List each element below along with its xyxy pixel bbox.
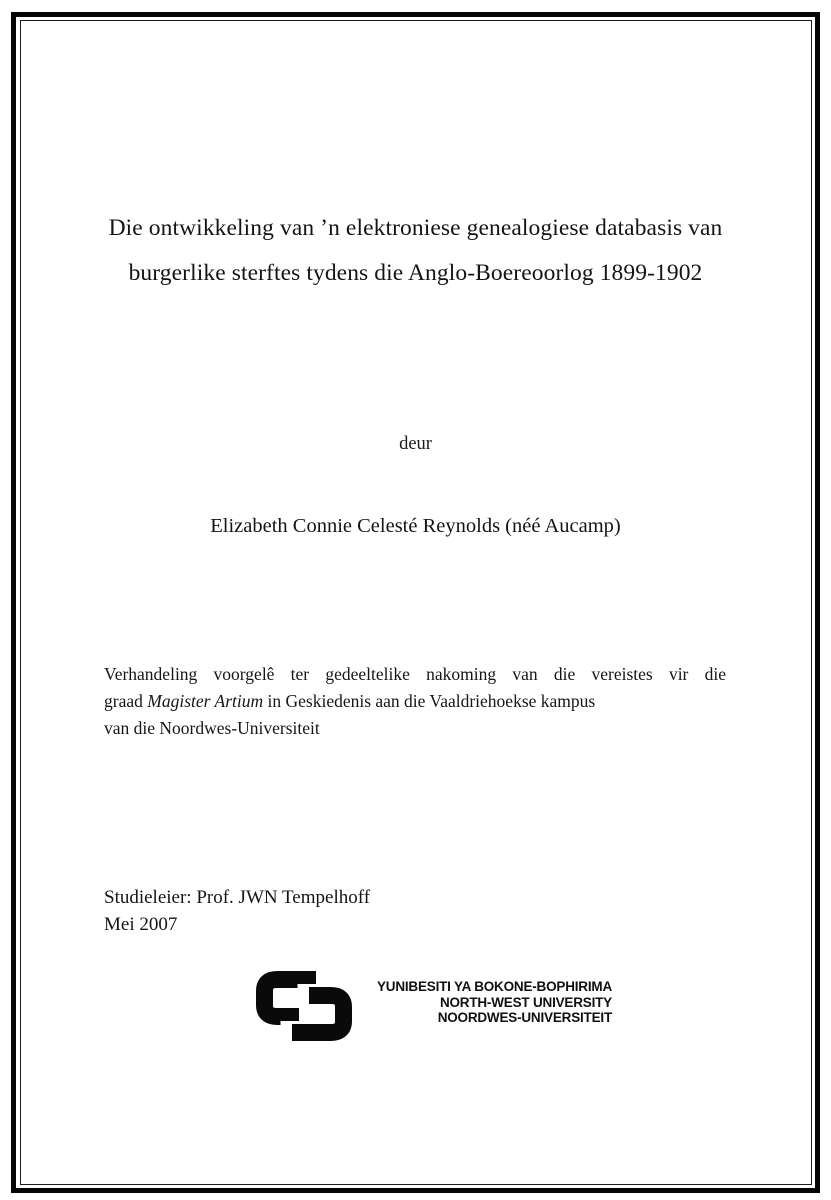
logo-text-afrikaans: NOORDWES-UNIVERSITEIT	[437, 1010, 612, 1025]
credits-block	[104, 884, 370, 938]
statement-line2-prefix: graad	[104, 691, 148, 711]
thesis-title	[0, 206, 831, 296]
logo-text-english: NORTH-WEST UNIVERSITY	[439, 994, 612, 1010]
nwu-logo-mark-icon	[256, 970, 352, 1042]
submission-statement-line-2	[104, 688, 726, 715]
date-line: Mei 2007	[104, 914, 178, 935]
logo-text-setswana: YUNIBESITI YA BOKONE-BOPHIRIMA	[376, 979, 612, 994]
thesis-title-line-1: Die ontwikkeling van ’n elektroniese genealogiese databasis van	[108, 215, 723, 241]
submission-statement-line-1: Verhandeling voorgelê ter gedeeltelike nakoming van die vereistes vir die	[104, 664, 726, 684]
supervisor-line: Studieleier: Prof. JWN Tempelhoff	[104, 887, 371, 908]
byline-label: deur	[399, 434, 432, 454]
thesis-title-line-2: burgerlike sterftes tydens die Anglo-Boereoorlog 1899-1902	[128, 260, 703, 286]
university-logo-text	[356, 979, 612, 1026]
university-logo	[256, 970, 612, 1042]
statement-line2-suffix: in Geskiedenis aan die Vaaldriehoekse kampus	[263, 691, 596, 711]
degree-name: Magister Artium	[147, 691, 264, 711]
author-name: Elizabeth Connie Celesté Reynolds (néé Aucamp)	[210, 515, 621, 537]
submission-statement	[104, 661, 726, 742]
submission-statement-line-3: van die Noordwes-Universiteit	[104, 718, 320, 738]
